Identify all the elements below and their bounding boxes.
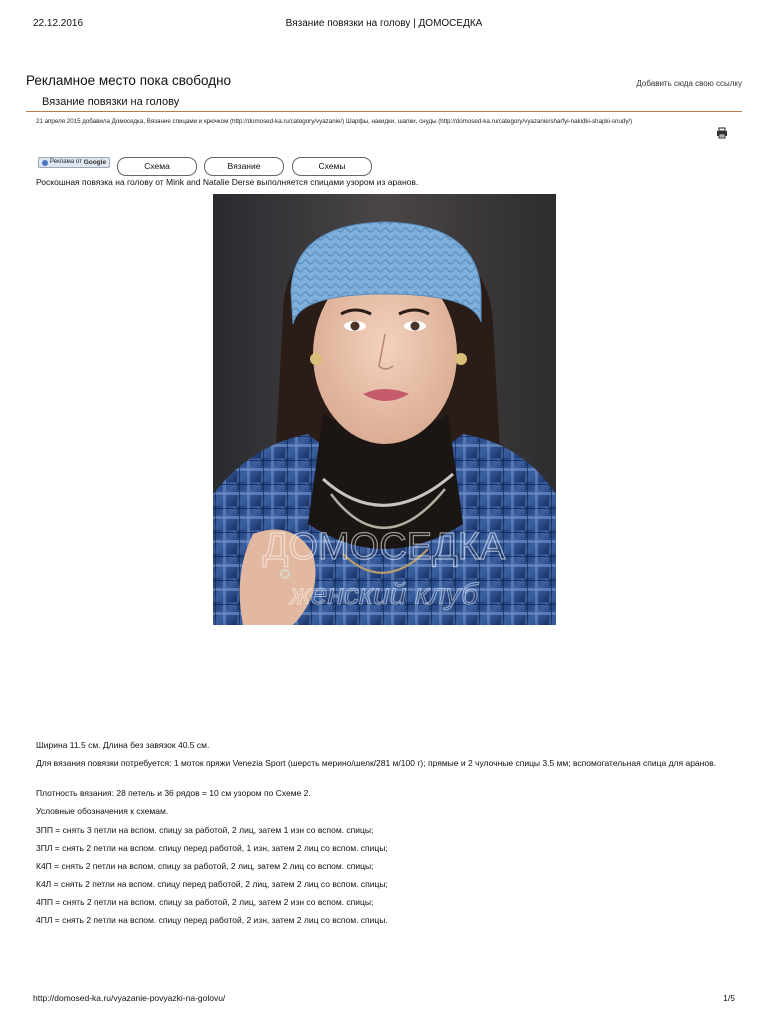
add-link-link[interactable]: Добавить сюда свою ссылку — [636, 79, 742, 88]
print-page-title: Вязание повязки на голову | ДОМОСЕДКА — [285, 18, 483, 29]
paragraph-gauge: Плотность вязания: 28 петель и 36 рядов = 10 см узором по Схеме 2. — [36, 788, 311, 798]
ad-pill-scheme[interactable]: Схема — [117, 157, 197, 176]
info-icon — [42, 160, 48, 166]
headband-model-photo — [213, 194, 556, 625]
footer-url[interactable]: http://domosed-ka.ru/vyazanie-povyazki-na-golovu/ — [33, 993, 226, 1003]
legend-item: 3ПП = снять 3 петли на вспом. спицу за работой, 2 лиц, затем 1 изн со вспом. спицы; — [36, 825, 374, 835]
ad-pill-knitting[interactable]: Вязание — [204, 157, 284, 176]
ads-by-google-badge[interactable] — [38, 157, 110, 168]
ad-space-title: Рекламное место пока свободно — [26, 73, 232, 88]
ad-pill-schemes[interactable]: Схемы — [292, 157, 372, 176]
print-date: 22.12.2016 — [33, 18, 84, 29]
ads-badge-label: Реклама от — [50, 159, 82, 165]
legend-item: К4Л = снять 2 петли на вспом. спицу перед работой, 2 лиц, затем 2 лиц со вспом. спицы; — [36, 879, 388, 889]
paragraph-materials: Для вязания повязки потребуется: 1 моток пряжи Venezia Sport (шерсть мерино/шелк/281 м/100 г); прямые и 2 чулочные спицы 3.5 мм; вспомогательная спица для аранов. — [36, 758, 716, 768]
paragraph-legend-title: Условные обозначения к схемам. — [36, 806, 169, 816]
ads-badge-brand: Google — [83, 159, 107, 166]
photo-watermark: ДОМОСЕДКА — [262, 526, 506, 568]
legend-item: К4П = снять 2 петли на вспом. спицу за работой, 2 лиц, затем 2 лиц со вспом. спицы; — [36, 861, 374, 871]
print-icon[interactable] — [716, 127, 728, 139]
legend-item: 4ПЛ = снять 2 петли на вспом. спицу перед работой, 2 изн, затем 2 лиц со вспом. спицы. — [36, 915, 388, 925]
legend-item: 4ПП = снять 2 петли на вспом. спицу за работой, 2 лиц, затем 2 изн со вспом. спицы; — [36, 897, 374, 907]
post-meta: 21 апреля 2015 добавила Домоседка, Вязание спицами и крючком (http://domosed-ka.ru/category/vyazanie/) Шарфы, накидки, шапки, снуды (http://domosed-ka.ru/category/vyazanie/sharfyi-nakidki-shapki-snudy/) — [36, 118, 633, 125]
footer-page-number: 1/5 — [723, 993, 735, 1003]
legend-item: 3ПЛ = снять 2 петли на вспом. спицу перед работой, 1 изн, затем 2 лиц со вспом. спицы; — [36, 843, 388, 853]
paragraph-size: Ширина 11.5 см. Длина без завязок 40.5 см. — [36, 740, 210, 750]
photo-watermark-subtitle: женский клуб — [290, 578, 478, 611]
post-intro: Роскошная повязка на голову от Mink and Natalie Derse выполняется спицами узором из аранов. — [36, 177, 419, 187]
post-title: Вязание повязки на голову — [42, 96, 180, 108]
